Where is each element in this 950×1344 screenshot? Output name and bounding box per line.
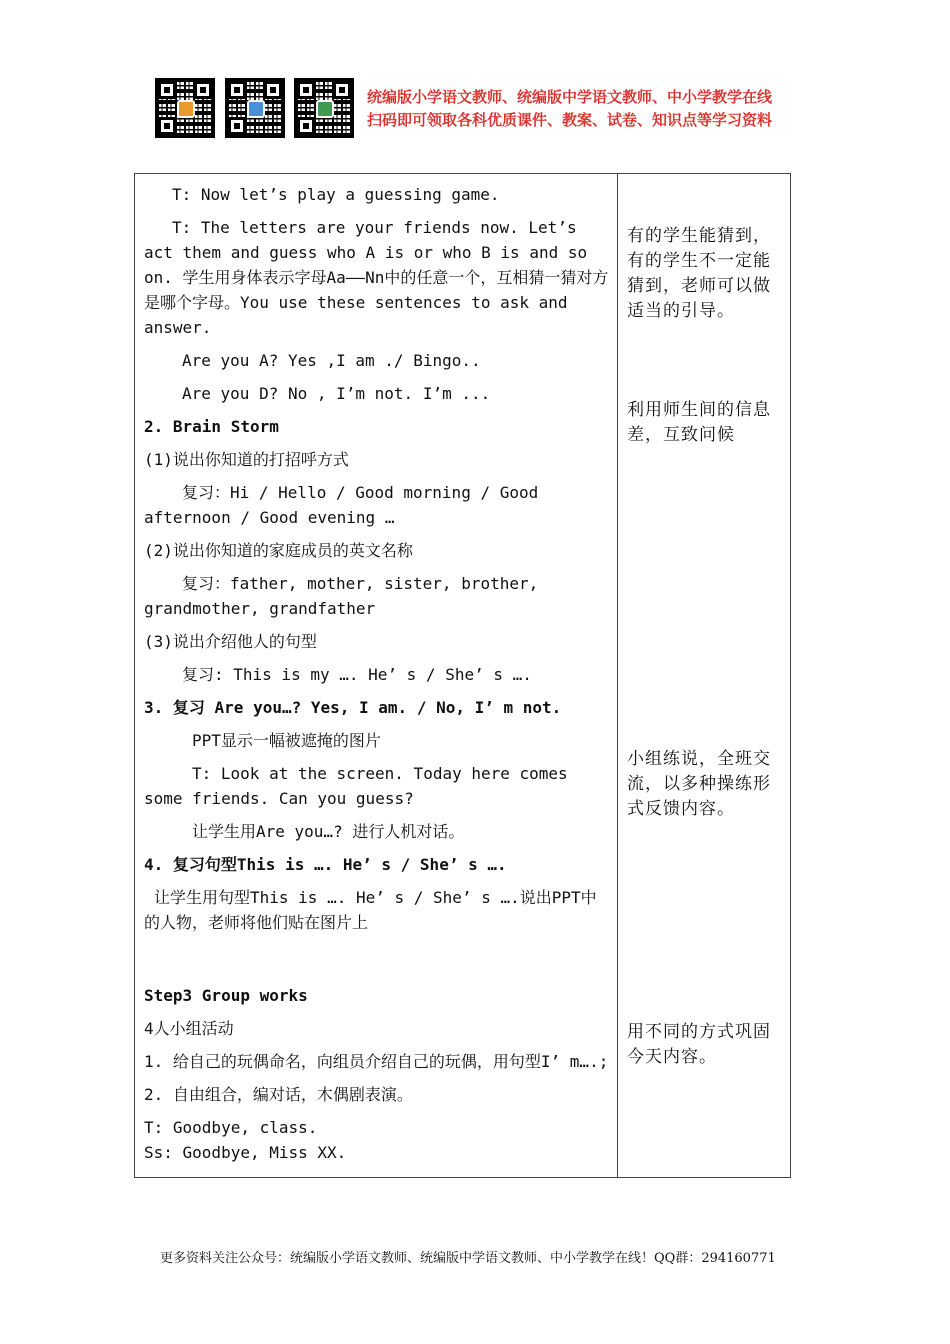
header-banner — [155, 78, 805, 138]
lesson-line: PPT显示一幅被遮掩的图片 — [192, 731, 381, 750]
lesson-plan-table — [134, 173, 791, 1178]
lesson-line: 4人小组活动 — [144, 1019, 234, 1038]
lesson-line: 让学生用句型This is …. He’ s / She’ s ….说出PPT中的人物，老师将他们贴在图片上 — [144, 888, 597, 932]
promo-line-2: 扫码即可领取各科优质课件、教案、试卷、知识点等学习资料 — [367, 111, 773, 129]
lesson-line: T: The letters are your friends now. Let’s act them and guess who A is or who B is and so on. 学生用身体表示字母Aa——Nn中的任意一个，互相猜一猜对方是哪个字母。You use these sentences to ask and answer. — [144, 218, 609, 337]
lesson-line: 复习：father, mother, sister, brother, grandmother, grandfather — [144, 574, 539, 618]
lesson-line: 复习: This is my …. He’ s / She’ s …. — [182, 665, 532, 684]
design-note: 小组练说，全班交流，以多种操练形式反馈内容。 — [627, 749, 771, 819]
promo-text — [367, 86, 807, 132]
design-notes-cell — [618, 174, 791, 1178]
lesson-line: T: Goodbye, class. — [144, 1118, 318, 1137]
qr-code-icon[interactable] — [225, 78, 285, 138]
lesson-line: Ss: Goodbye, Miss XX. — [144, 1143, 347, 1162]
lesson-line: (2)说出你知道的家庭成员的英文名称 — [144, 541, 413, 560]
promo-line-1: 统编版小学语文教师、统编版中学语文教师、中小学教学在线 — [367, 88, 773, 106]
lesson-line: T: Now let’s play a guessing game. — [172, 185, 500, 204]
section-heading: 4. 复习句型This is …. He’ s / She’ s …. — [144, 855, 507, 874]
lesson-line: 让学生用Are you…? 进行人机对话。 — [192, 822, 465, 841]
design-note: 用不同的方式巩固今天内容。 — [627, 1022, 771, 1067]
lesson-line: T: Look at the screen. Today here comes some friends. Can you guess? — [144, 764, 568, 808]
section-heading: 3. 复习 Are you…? Yes, I am. / No, I’ m not. — [144, 698, 562, 717]
qr-code-icon[interactable] — [155, 78, 215, 138]
section-heading: Step3 Group works — [144, 986, 308, 1005]
design-note: 利用师生间的信息差，互致问候 — [627, 400, 771, 445]
lesson-line: Are you D? No , I’m not. I’m ... — [182, 384, 491, 403]
lesson-line: 2. 自由组合，编对话，木偶剧表演。 — [144, 1085, 413, 1104]
design-note: 有的学生能猜到，有的学生不一定能猜到，老师可以做适当的引导。 — [627, 226, 771, 321]
qr-code-icon[interactable] — [294, 78, 354, 138]
lesson-line: (1)说出你知道的打招呼方式 — [144, 450, 349, 469]
lesson-line: 复习：Hi / Hello / Good morning / Good afternoon / Good evening … — [144, 483, 539, 527]
teaching-procedure-cell — [135, 174, 618, 1178]
lesson-line: (3)说出介绍他人的句型 — [144, 632, 317, 651]
lesson-line: Are you A? Yes ,I am ./ Bingo.. — [182, 351, 481, 370]
footer-text: 更多资料关注公众号：统编版小学语文教师、统编版中学语文教师、中小学教学在线！QQ群：294160771 — [160, 1251, 776, 1266]
section-heading: 2. Brain Storm — [144, 417, 279, 436]
lesson-line: 1. 给自己的玩偶命名，向组员介绍自己的玩偶，用句型I’ m….; — [144, 1052, 609, 1071]
